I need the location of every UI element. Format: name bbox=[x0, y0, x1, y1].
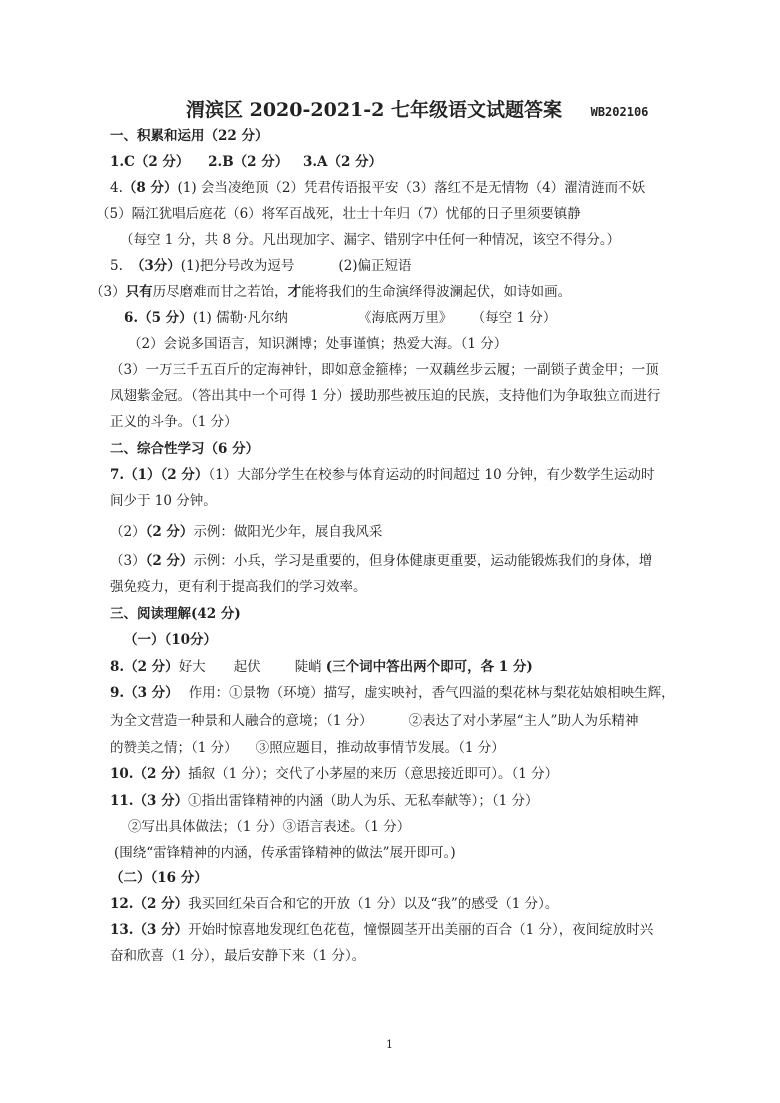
answer-q9-line2 bbox=[110, 712, 638, 730]
answer-q6-part3-line3: 正义的斗争。（1 分） bbox=[110, 414, 238, 430]
answer-q13-line2: 奋和欣喜（1 分），最后安静下来（1 分）。 bbox=[110, 948, 366, 964]
q8-word-1: 好大 bbox=[178, 659, 206, 675]
q8-label: 8.（2 分） bbox=[110, 659, 179, 675]
q7-part2-label: （2） bbox=[110, 524, 146, 540]
q11-text-1: ①指出雷锋精神的内涵（助人为乐、无私奉献等）；（1 分） bbox=[188, 793, 539, 809]
answer-q13-line1 bbox=[110, 921, 653, 939]
q11-label: 11.（3 分） bbox=[110, 793, 189, 809]
q7-part3-score: （2 分） bbox=[145, 553, 194, 569]
answers-q1-3 bbox=[110, 153, 382, 171]
answer-q7-part3-line1 bbox=[110, 552, 652, 570]
q9-text-1: 作用：①景物（环境）描写，虚实映衬，香气四溢的梨花林与梨花姑娘相映生辉， bbox=[188, 685, 675, 701]
answer-q11-line2: ②写出具体做法；（1 分）③语言表述。（1 分） bbox=[128, 819, 411, 835]
q7-label: 7.（1）（2 分） bbox=[110, 467, 209, 483]
answer-q6-part3-line1: （3）一万三千五百斤的定海神针，即如意金箍棒；一双藕丝步云履；一副锁子黄金甲；一顶 bbox=[110, 362, 659, 378]
answer-q9-line1 bbox=[110, 684, 675, 702]
answer-q4-line1 bbox=[110, 179, 645, 197]
q9-text-3a: 的赞美之情；（1 分） bbox=[110, 740, 238, 756]
answer-q5-line1 bbox=[110, 257, 412, 275]
q6-label: 6.（5 分） bbox=[124, 310, 193, 326]
reading-part-2: （二）（16 分） bbox=[110, 870, 208, 886]
reading-part-1: （一）（10分） bbox=[124, 632, 218, 648]
q8-word-2: 起伏 bbox=[233, 659, 261, 675]
answer-q12 bbox=[110, 895, 558, 913]
answer-q7-line1 bbox=[110, 466, 654, 484]
q8-word-3: 陡峭 bbox=[294, 659, 322, 675]
q9-text-3b: ③照应题目，推动故事情节发展。（1 分） bbox=[255, 740, 505, 756]
section-heading-2: 二、综合性学习（6 分） bbox=[110, 441, 260, 457]
q5-part3-text-2: 能将我们的生命演绎得波澜起伏，如诗如画。 bbox=[301, 284, 572, 300]
q4-number: 4. bbox=[110, 180, 123, 196]
section-heading-3: 三、阅读理解(42 分) bbox=[110, 606, 241, 622]
q10-label: 10.（2 分） bbox=[110, 766, 189, 782]
q4-text-1: (1) 会当凌绝顶（2）凭君传语报平安（3）落红不是无情物（4）濯清涟而不妖 bbox=[177, 180, 646, 196]
answer-q4-line2: （5）隔江犹唱后庭花（6）将军百战死，壮士十年归（7）忧郁的日子里须要镇静 bbox=[96, 206, 581, 222]
q6-author: (1) 儒勒·凡尔纳 bbox=[192, 310, 288, 326]
q9-text-2a: 为全文营造一种景和人融合的意境；（1 分） bbox=[110, 713, 373, 729]
title-text: 渭滨区 2020-2021-2 七年级语文试题答案 bbox=[186, 99, 562, 121]
answer-q6-line1 bbox=[124, 309, 556, 327]
q5-score: （3分） bbox=[130, 258, 181, 274]
q13-label: 13.（3 分） bbox=[110, 922, 189, 938]
q13-text-1: 开始时惊喜地发现红色花苞，憧憬圆茎开出美丽的百合（1 分），夜间绽放时兴 bbox=[188, 922, 654, 938]
answer-q2: 2.B（2 分） bbox=[208, 154, 289, 170]
q9-text-2b: ②表达了对小茅屋“主人”助人为乐精神 bbox=[408, 713, 639, 729]
q6-book: 《海底两万里》 bbox=[357, 310, 453, 326]
q12-text: 我买回红朵百合和它的开放（1 分）以及“我”的感受（1 分）。 bbox=[188, 896, 559, 912]
answer-q7-line2: 间少于 10 分钟。 bbox=[110, 493, 217, 509]
answer-q10 bbox=[110, 765, 558, 783]
q6-note: （每空 1 分） bbox=[478, 310, 557, 326]
q5-part3-text: 历尽磨难而甘之若饴， bbox=[152, 284, 288, 300]
doc-code: WB202106 bbox=[590, 105, 649, 119]
answer-q11-line1 bbox=[110, 792, 538, 810]
q5-keyword-2: 才 bbox=[287, 284, 302, 300]
section-heading-1: 一、积累和运用（22 分） bbox=[110, 128, 269, 144]
answer-q1: 1.C（2 分） bbox=[110, 154, 190, 170]
q5-number: 5. bbox=[110, 258, 123, 274]
page-number: 1 bbox=[386, 1038, 393, 1051]
answer-q7-part2 bbox=[110, 523, 382, 541]
answer-q6-part3-line2: 凤翅紫金冠。（答出其中一个可得 1 分）援助那些被压迫的民族，支持他们为争取独立而进行 bbox=[110, 388, 661, 404]
q5-part3-label: （3） bbox=[90, 284, 126, 300]
answer-q7-part3-line2: 强免疫力，更有利于提高我们的学习效率。 bbox=[110, 579, 367, 595]
q12-label: 12.（2 分） bbox=[110, 896, 189, 912]
q7-part3-text-1: 示例：小兵，学习是重要的，但身体健康更重要，运动能锻炼我们的身体，增 bbox=[193, 553, 653, 569]
answer-q4-note: （每空 1 分，共 8 分。凡出现加字、漏字、错别字中任何一种情况，该空不得分。） bbox=[120, 232, 621, 248]
q10-text: 插叙（1 分）；交代了小茅屋的来历（意思接近即可）。（1 分） bbox=[188, 766, 559, 782]
q8-note: (三个词中答出两个即可，各 1 分) bbox=[325, 659, 533, 675]
answer-q6-part2: （2）会说多国语言，知识渊博；处事谨慎；热爱大海。（1 分） bbox=[128, 336, 508, 352]
q5-part1: (1)把分号改为逗号 bbox=[180, 258, 295, 274]
q5-part2: (2)偏正短语 bbox=[338, 258, 412, 274]
q4-score: （8 分） bbox=[122, 180, 178, 196]
q9-label: 9.（3 分） bbox=[110, 685, 179, 701]
q7-part2-score: （2 分） bbox=[145, 524, 194, 540]
q7-part3-label: （3） bbox=[110, 553, 146, 569]
answer-q9-line3 bbox=[110, 739, 505, 757]
answer-q8 bbox=[110, 658, 533, 676]
answer-q11-line3: (围绕“雷锋精神的内涵，传承雷锋精神的做法”展开即可。) bbox=[114, 845, 456, 861]
answer-q5-line2 bbox=[90, 283, 571, 301]
answer-q3: 3.A（2 分） bbox=[302, 154, 383, 170]
page-title bbox=[186, 98, 648, 124]
q7-part2-text: 示例：做阳光少年，展自我风采 bbox=[193, 524, 383, 540]
q5-keyword-1: 只有 bbox=[125, 284, 153, 300]
q7-text-1: （1）大部分学生在校参与体育运动的时间超过 10 分钟，有少数学生运动时 bbox=[208, 467, 655, 483]
